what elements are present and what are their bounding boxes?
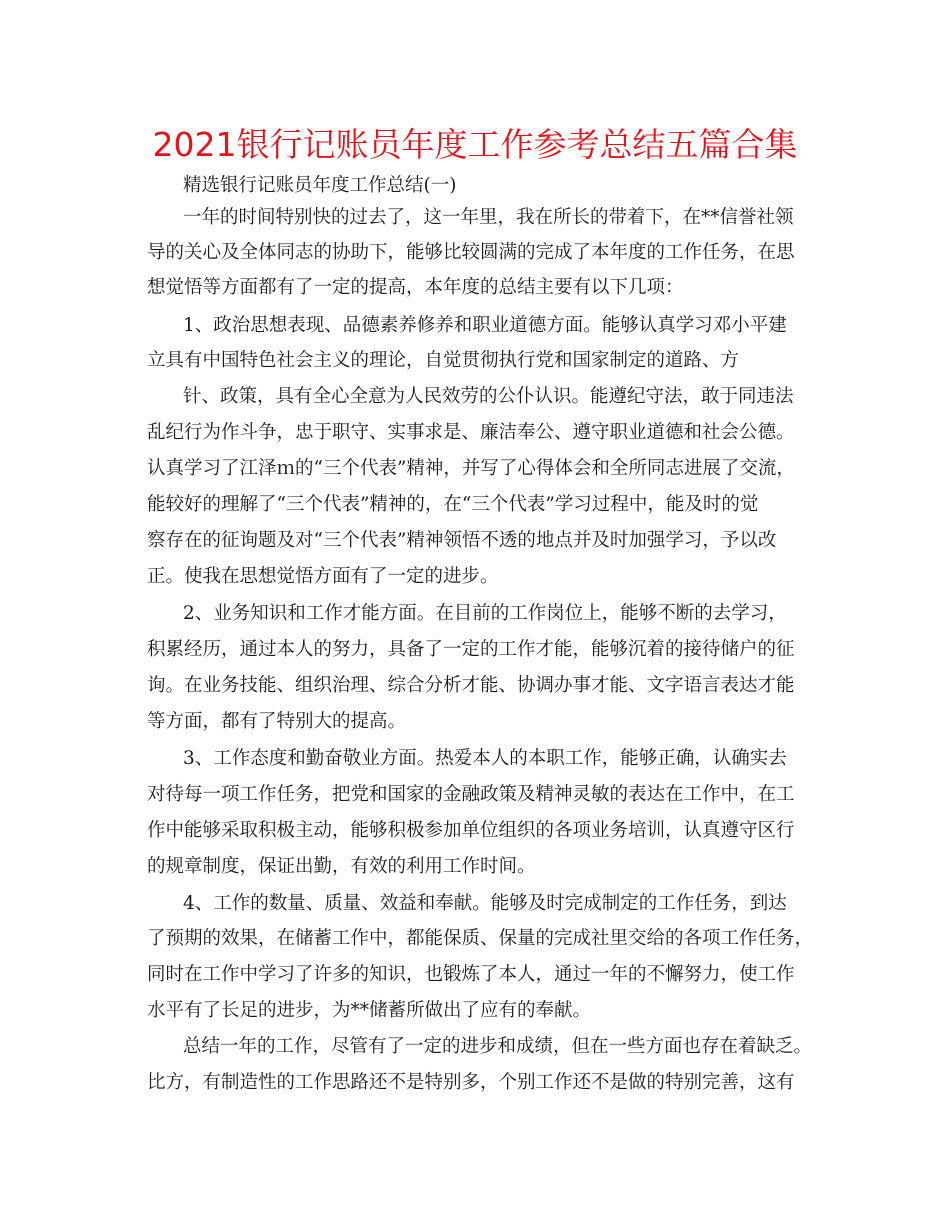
- paragraph-line: 一年的时间特别快的过去了，这一年里，我在所长的带着下，在**信誉社领: [183, 207, 794, 228]
- paragraph-line: 同时在工作中学习了许多的知识，也锻炼了本人，通过一年的不懈努力，使工作: [147, 964, 795, 985]
- paragraph-line: 询。在业务技能、组织治理、综合分析才能、协调办事才能、文字语言表达才能: [147, 675, 795, 696]
- paragraph-line: 等方面，都有了特别大的提高。: [147, 711, 407, 732]
- paragraph-line: 导的关心及全体同志的协助下，能够比较圆满的完成了本年度的工作任务，在思: [147, 242, 795, 263]
- paragraph-line: 4、工作的数量、质量、效益和奉献。能够及时完成制定的工作任务，到达: [183, 893, 787, 914]
- paragraph-line: 能较好的理解了“三个代表”精神的，在“三个代表”学习过程中，能及时的觉: [147, 494, 759, 515]
- document-title: 2021银行记账员年度工作参考总结五篇合集: [152, 125, 798, 164]
- section-heading: 精选银行记账员年度工作总结(一): [183, 175, 457, 196]
- paragraph-line: 了预期的效果，在储蓄工作中，都能保质、保量的完成社里交给的各项工作任务，: [147, 928, 814, 949]
- paragraph-line: 正。使我在思想觉悟方面有了一定的进步。: [147, 566, 499, 587]
- paragraph-line: 想觉悟等方面都有了一定的提高，本年度的总结主要有以下几项：: [147, 277, 684, 298]
- paragraph-line: 水平有了长足的进步，为**储蓄所做出了应有的奉献。: [147, 1000, 592, 1021]
- paragraph-line: 总结一年的工作，尽管有了一定的进步和成绩，但在一些方面也存在着缺乏。: [183, 1036, 813, 1057]
- paragraph-line: 比方，有制造性的工作思路还不是特别多，个别工作还不是做的特别完善，这有: [147, 1072, 795, 1093]
- paragraph-line: 1、政治思想表现、品德素养修养和职业道德方面。能够认真学习邓小平建: [183, 315, 787, 336]
- paragraph-line: 察存在的征询题及对“三个代表”精神领悟不透的地点并及时加强学习，予以改: [147, 530, 777, 551]
- paragraph-line: 2、业务知识和工作才能方面。在目前的工作岗位上，能够不断的去学习，: [183, 603, 787, 624]
- paragraph-line: 的规章制度，保证出勤，有效的利用工作时间。: [147, 856, 536, 877]
- paragraph-line: 立具有中国特色社会主义的理论，自觉贯彻执行党和国家制定的道路、方: [147, 350, 740, 371]
- paragraph-line: 作中能够采取积极主动，能够积极参加单位组织的各项业务培训，认真遵守区行: [147, 820, 795, 841]
- paragraph-line: 对待每一项工作任务，把党和国家的金融政策及精神灵敏的表达在工作中，在工: [147, 784, 795, 805]
- paragraph-line: 3、工作态度和勤奋敬业方面。热爱本人的本职工作，能够正确，认确实去: [183, 748, 787, 769]
- paragraph-line: 积累经历，通过本人的努力，具备了一定的工作才能，能够沉着的接待储户的征: [147, 639, 795, 660]
- paragraph-line: 针、政策，具有全心全意为人民效劳的公仆认识。能遵纪守法，敢于同违法: [183, 386, 794, 407]
- paragraph-line: 认真学习了江泽ｍ的“三个代表”精神，并写了心得体会和全所同志进展了交流，: [147, 458, 795, 479]
- paragraph-line: 乱纪行为作斗争，忠于职守、实事求是、廉洁奉公、遵守职业道德和社会公德。: [147, 422, 795, 443]
